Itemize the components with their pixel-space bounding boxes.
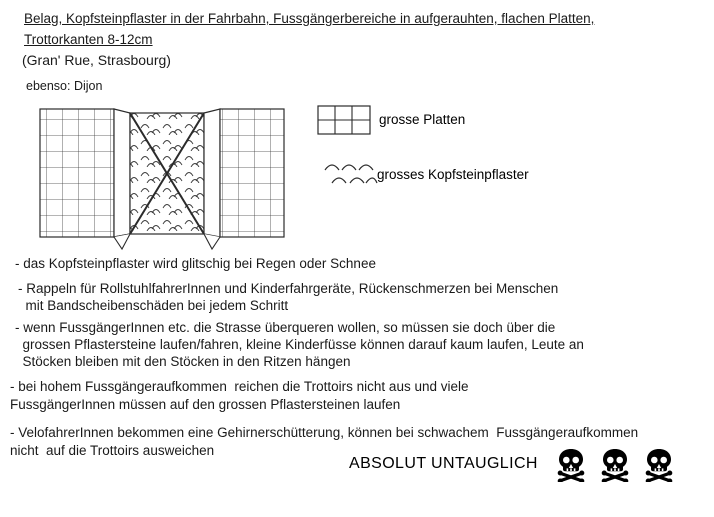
bullet-3-line-0: - bei hohem Fussgängeraufkommen reichen die Trottoirs nicht aus und viele [10, 379, 469, 394]
right-sidewalk [220, 109, 284, 237]
skull-and-crossbones-icon [644, 448, 674, 482]
bullet-2-line-2: Stöcken bleiben mit den Stöcken in den Ritzen hängen [15, 354, 351, 369]
bullet-4-line-0: - VelofahrerInnen bekommen eine Gehirnerschütterung, können bei schwachem Fussgängeraufkommen [10, 425, 639, 440]
right-kerb [204, 109, 220, 237]
header-line-1: Belag, Kopfsteinpflaster in der Fahrbahn, Fussgängerbereiche in aufgerauhten, flachen Platten, [24, 11, 595, 26]
header-location: (Gran' Rue, Strasbourg) [22, 52, 171, 68]
header-line-2: Trottorkanten 8-12cm [24, 32, 153, 47]
skull-warning-group [556, 448, 674, 482]
grid-tiles-icon [317, 105, 377, 139]
bullet-3-line-1: FussgängerInnen müssen auf den grossen Pflastersteinen laufen [10, 397, 401, 412]
bullet-0-line-0: - das Kopfsteinpflaster wird glitschig bei Regen oder Schnee [15, 256, 376, 271]
roadway-cobblestones [130, 113, 204, 234]
bullet-2-line-1: grossen Pflastersteine laufen/fahren, kleine Kinderfüsse können darauf kaum laufen, Leute an [15, 337, 584, 352]
left-kerb [114, 109, 130, 237]
bullet-2-line-0: - wenn FussgängerInnen etc. die Strasse überqueren wollen, so müssen sie doch über die [15, 320, 556, 335]
legend-label-0: grosse Platten [379, 112, 466, 127]
bullet-1-line-1: mit Bandscheibenschäden bei jedem Schritt [18, 298, 289, 313]
bullet-1-line-0: - Rappeln für RollstuhlfahrerInnen und Kinderfahrgeräte, Rückenschmerzen bei Menschen [18, 281, 559, 296]
left-sidewalk [40, 109, 114, 237]
verdict-text: ABSOLUT UNTAUGLICH [349, 455, 538, 472]
bullet-4-line-1: nicht auf die Trottoirs ausweichen [10, 443, 215, 458]
street-cross-section-diagram [30, 103, 330, 263]
kerb-height-marker [114, 234, 220, 249]
skull-and-crossbones-icon [556, 448, 586, 482]
cobblestone-arcs-icon [322, 157, 384, 193]
header-also: ebenso: Dijon [26, 79, 103, 93]
skull-and-crossbones-icon [600, 448, 630, 482]
legend-label-1: grosses Kopfsteinpflaster [377, 167, 529, 182]
